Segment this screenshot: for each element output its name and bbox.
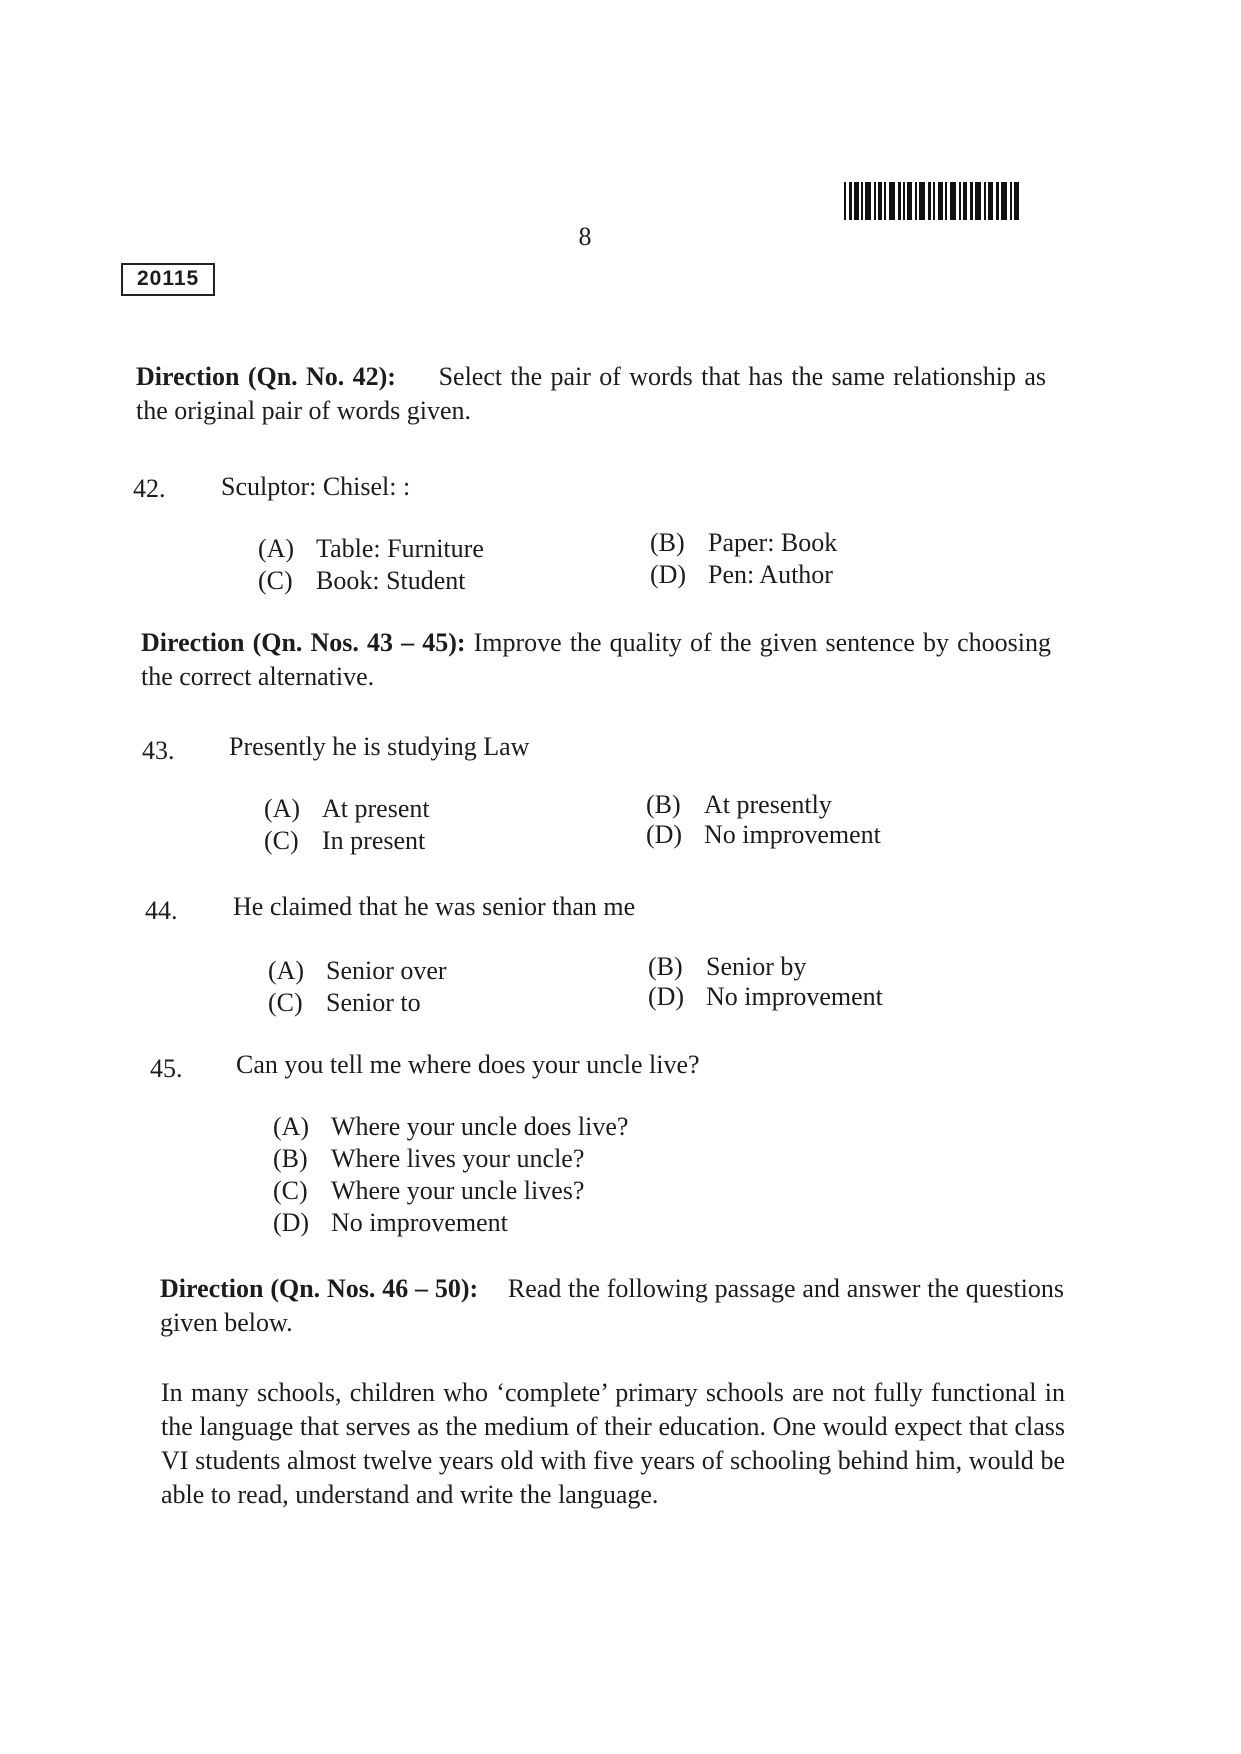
- question-text: Presently he is studying Law: [229, 732, 530, 761]
- option-b: [650, 528, 837, 558]
- direction-label: Direction (Qn. No. 42):: [136, 362, 396, 391]
- option-text: Table: Furniture: [316, 534, 484, 563]
- option-letter: (A): [264, 794, 301, 823]
- option-letter: (A): [258, 534, 295, 563]
- option-text: Paper: Book: [708, 528, 838, 557]
- option-text: Book: Student: [316, 566, 466, 595]
- question-number: 45.: [150, 1054, 183, 1083]
- question-text: Can you tell me where does your uncle live?: [236, 1050, 700, 1079]
- option-text: Senior by: [706, 952, 807, 981]
- option-d: [646, 820, 881, 850]
- option-letter: (D): [650, 560, 687, 589]
- option-letter: (C): [273, 1176, 308, 1205]
- option-text: At present: [322, 794, 430, 823]
- option-letter: (B): [650, 528, 685, 557]
- question-number: 42.: [133, 474, 166, 503]
- option-d: [650, 560, 833, 590]
- option-letter: (D): [648, 982, 685, 1011]
- option-c: [264, 826, 425, 856]
- option-text: Where lives your uncle?: [331, 1144, 585, 1173]
- option-letter: (A): [268, 956, 305, 985]
- direction-text: Read the following passage and answer the questions given below.: [160, 1274, 1065, 1337]
- paper-code-box: 20115: [121, 263, 215, 296]
- option-b: [273, 1144, 584, 1174]
- direction-label: Direction (Qn. Nos. 43 – 45):: [141, 628, 466, 657]
- barcode-icon: [844, 182, 1022, 220]
- direction-text: Select the pair of words that has the same relationship as the original pair of words given.: [136, 362, 1046, 425]
- option-letter: (B): [646, 790, 681, 819]
- direction-46-50: [160, 1272, 1064, 1340]
- option-b: [648, 952, 806, 982]
- option-c: [273, 1176, 584, 1206]
- question-number: 43.: [142, 736, 175, 765]
- option-text: No improvement: [706, 982, 883, 1011]
- option-letter: (D): [646, 820, 683, 849]
- option-letter: (D): [273, 1208, 310, 1237]
- option-text: Where your uncle lives?: [331, 1176, 585, 1205]
- option-letter: (C): [268, 988, 303, 1017]
- option-d: [648, 982, 883, 1012]
- direction-label: Direction (Qn. Nos. 46 – 50):: [160, 1274, 479, 1303]
- option-letter: (B): [273, 1144, 308, 1173]
- option-a: [258, 534, 484, 564]
- option-c: [268, 988, 421, 1018]
- option-text: No improvement: [331, 1208, 508, 1237]
- option-text: Where your uncle does live?: [331, 1112, 629, 1141]
- option-text: Pen: Author: [708, 560, 833, 589]
- page-number: 8: [578, 222, 592, 251]
- option-letter: (C): [264, 826, 299, 855]
- option-letter: (B): [648, 952, 683, 981]
- direction-43-45: [141, 626, 1051, 694]
- question-number: 44.: [145, 896, 178, 925]
- option-text: In present: [322, 826, 426, 855]
- option-b: [646, 790, 832, 820]
- option-a: [264, 794, 430, 824]
- option-a: [268, 956, 447, 986]
- question-text: Sculptor: Chisel: :: [221, 472, 411, 501]
- option-a: [273, 1112, 628, 1142]
- passage: In many schools, children who ‘complete’ primary schools are not fully functional in the language that serves as the medium of their education. One would expect that class VI students almost twelve years old with five years of schooling behind him, would be able to read, understand and write the language.: [161, 1378, 1065, 1509]
- option-text: No improvement: [704, 820, 881, 849]
- option-c: [258, 566, 466, 596]
- option-text: Senior over: [326, 956, 447, 985]
- option-d: [273, 1208, 508, 1238]
- option-text: Senior to: [326, 988, 421, 1017]
- option-letter: (C): [258, 566, 293, 595]
- direction-42: [136, 360, 1046, 428]
- question-text: He claimed that he was senior than me: [233, 892, 636, 921]
- direction-text: Improve the quality of the given sentence by choosing the correct alternative.: [141, 628, 1052, 691]
- option-letter: (A): [273, 1112, 310, 1141]
- option-text: At presently: [704, 790, 832, 819]
